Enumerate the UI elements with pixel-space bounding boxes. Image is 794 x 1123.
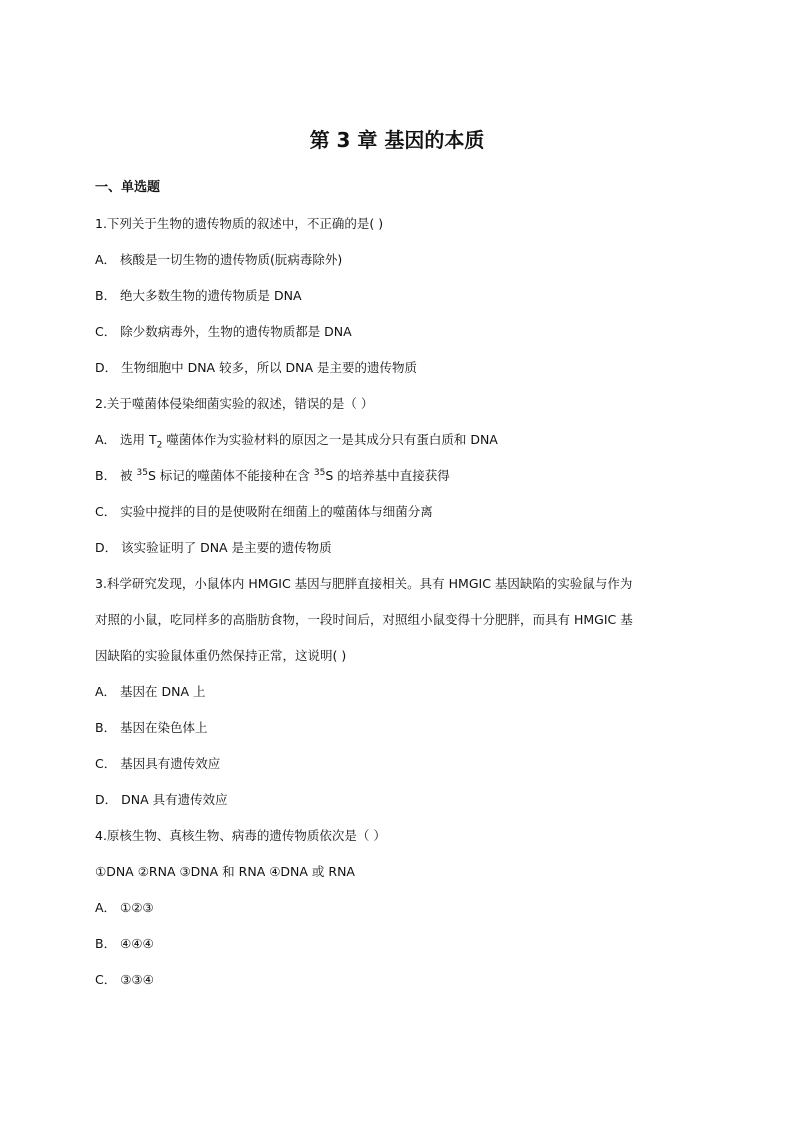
question-4-stem: 4.原核生物、真核生物、病毒的遗传物质依次是（ ） [95,828,386,843]
section-heading: 一、单选题 [95,180,161,195]
question-4-option-b: B． ④④④ [95,936,154,951]
question-3-stem-line-2: 对照的小鼠，吃同样多的高脂肪食物，一段时间后，对照组小鼠变得十分肥胖，而具有 HMGIC 基 [95,612,633,627]
question-3-stem-line-3: 因缺陷的实验鼠体重仍然保持正常，这说明( ) [95,648,347,663]
question-3-option-c: C． 基因具有遗传效应 [95,756,221,771]
question-2-option-c: C． 实验中搅拌的目的是使吸附在细菌上的噬菌体与细菌分离 [95,504,433,519]
option-b-text-pre: B． 被 [95,468,137,483]
question-3-option-d: D． DNA 具有遗传效应 [95,792,228,807]
option-a-text-pre: A． 选用 T [95,432,157,447]
subscript-2: 2 [156,440,163,451]
page-title: 第 3 章 基因的本质 [309,128,485,152]
question-1-stem: 1.下列关于生物的遗传物质的叙述中，不正确的是( ) [95,216,384,231]
question-4-option-a: A． ①②③ [95,900,154,915]
question-2-option-b [95,466,705,486]
question-1-option-b: B． 绝大多数生物的遗传物质是 DNA [95,288,302,303]
question-1-option-c: C． 除少数病毒外，生物的遗传物质都是 DNA [95,324,352,339]
question-3-option-a: A． 基因在 DNA 上 [95,684,206,699]
question-3-option-b: B． 基因在染色体上 [95,720,208,735]
superscript-35-second: 35 [313,467,326,478]
question-4-option-c: C． ③③④ [95,972,154,987]
question-2-option-a [95,430,705,450]
question-4-items: ①DNA ②RNA ③DNA 和 RNA ④DNA 或 RNA [95,864,355,879]
option-b-text-mid: S 标记的噬菌体不能接种在含 [147,468,314,483]
question-1-option-d: D． 生物细胞中 DNA 较多，所以 DNA 是主要的遗传物质 [95,360,418,375]
superscript-35-first: 35 [136,467,148,478]
question-2-option-d: D． 该实验证明了 DNA 是主要的遗传物质 [95,540,332,555]
question-1-option-a: A． 核酸是一切生物的遗传物质(朊病毒除外) [95,252,343,267]
option-a-text-post: 噬菌体作为实验材料的原因之一是其成分只有蛋白质和 DNA [162,432,498,447]
option-b-text-post: S 的培养基中直接获得 [325,468,450,483]
question-2-stem: 2.关于噬菌体侵染细菌实验的叙述，错误的是（ ） [95,396,374,411]
question-3-stem-line-1: 3.科学研究发现，小鼠体内 HMGIC 基因与肥胖直接相关。具有 HMGIC 基因缺陷的实验鼠与作为 [95,576,633,591]
